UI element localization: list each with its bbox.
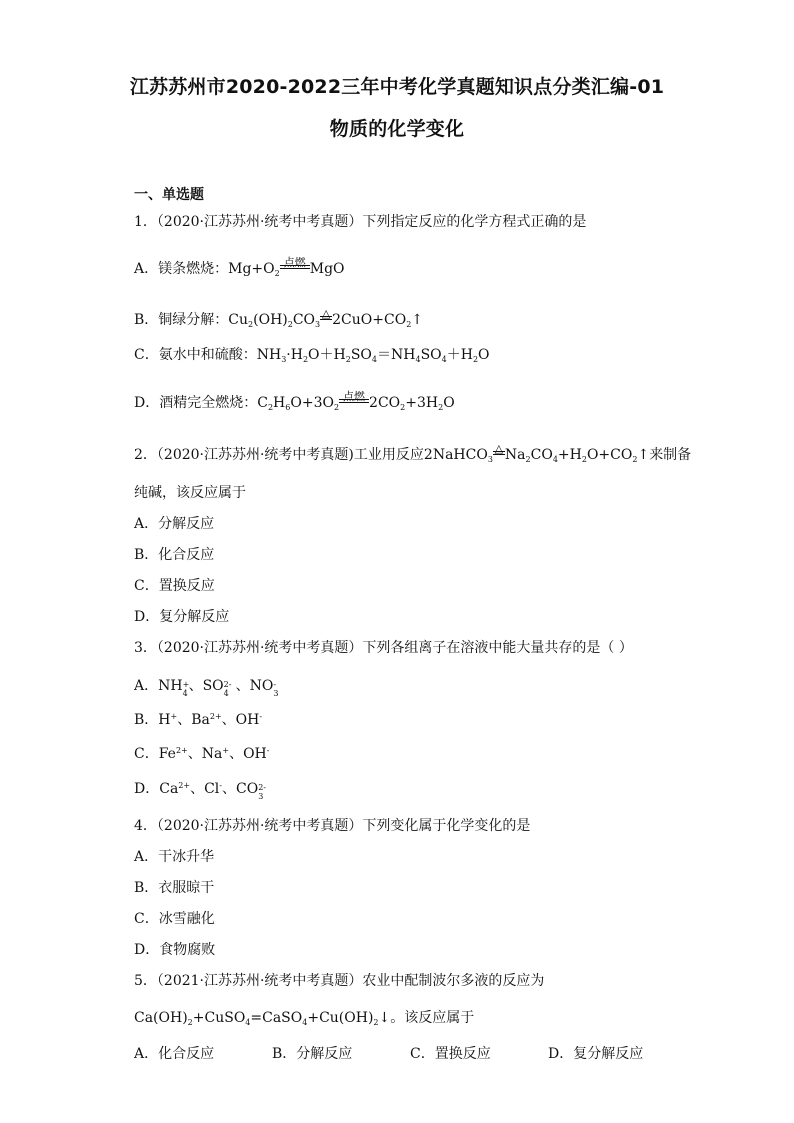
formula-part: SO bbox=[350, 347, 372, 363]
q2-stem bbox=[134, 442, 692, 464]
ion: Ba bbox=[191, 712, 210, 728]
formula-part: +Cu(OH) bbox=[307, 1010, 374, 1026]
ion: NO bbox=[249, 678, 274, 694]
condition-text: 点燃 bbox=[283, 256, 306, 269]
ion: OH bbox=[235, 712, 260, 728]
subscript: 2 bbox=[406, 320, 412, 329]
subscript: 3 bbox=[258, 792, 264, 801]
subscript: 2 bbox=[438, 403, 444, 412]
subscript: 2 bbox=[373, 1018, 379, 1027]
condition-text: △ bbox=[494, 442, 504, 455]
stem-text: ↓。该反应属于 bbox=[378, 1010, 475, 1026]
formula-part: 2NaHCO bbox=[423, 447, 488, 463]
formula-part: ＋H bbox=[446, 347, 473, 363]
reaction-condition-equals bbox=[320, 307, 332, 324]
subscript: 2 bbox=[581, 455, 587, 464]
option-label: B． bbox=[134, 712, 159, 728]
ion: NH bbox=[158, 678, 183, 694]
subscript: 3 bbox=[315, 320, 321, 329]
formula-part: O＋H bbox=[308, 347, 346, 363]
subscript: 2 bbox=[187, 1018, 193, 1027]
ion: Na bbox=[201, 746, 223, 762]
formula-part: O+CO bbox=[586, 447, 633, 463]
double-line bbox=[493, 451, 505, 455]
formula-part: O bbox=[478, 347, 490, 363]
subscript: 2 bbox=[287, 320, 293, 329]
q1-option-a bbox=[134, 256, 345, 278]
subscript: 3 bbox=[487, 455, 493, 464]
q2-option-d: D．复分解反应 bbox=[134, 609, 230, 625]
sub-sup bbox=[182, 680, 190, 698]
ion: SO bbox=[202, 678, 224, 694]
formula-part: =CaSO bbox=[250, 1010, 303, 1026]
formula-part: C bbox=[257, 395, 268, 411]
formula-part: ·H bbox=[286, 347, 303, 363]
q4-option-b: B．衣服晾干 bbox=[134, 880, 215, 896]
q1-option-d bbox=[134, 390, 455, 412]
gas-arrow: ↑ bbox=[411, 312, 424, 328]
sub-sup bbox=[258, 783, 270, 801]
charge: + bbox=[182, 680, 190, 689]
charge: 2+ bbox=[209, 712, 222, 721]
charge: 2+ bbox=[175, 746, 188, 755]
subscript: 4 bbox=[415, 355, 421, 364]
formula-part: (OH) bbox=[253, 312, 288, 328]
formula-part: O bbox=[443, 395, 455, 411]
subscript: 2 bbox=[400, 403, 406, 412]
option-label: B．铜绿分解： bbox=[134, 312, 229, 328]
q1-option-b bbox=[134, 307, 424, 329]
formula-part: O+3O bbox=[290, 395, 334, 411]
formula-part: 2CO bbox=[369, 395, 401, 411]
formula-part: Mg+O bbox=[228, 261, 275, 277]
charge: + bbox=[170, 712, 178, 721]
option-label: C．氨水中和硫酸： bbox=[134, 347, 257, 363]
separator: 、 bbox=[188, 678, 203, 694]
separator: 、 bbox=[235, 678, 250, 694]
q5-option-c: C．置换反应 bbox=[410, 1046, 491, 1062]
q5-option-a: A．化合反应 bbox=[134, 1046, 215, 1062]
separator: 、 bbox=[177, 712, 192, 728]
q5-option-d: D．复分解反应 bbox=[548, 1046, 644, 1062]
double-line bbox=[339, 399, 369, 403]
subscript: 6 bbox=[285, 403, 291, 412]
charge: 2- bbox=[223, 680, 232, 689]
q3-stem: 3．（2020·江苏苏州·统考中考真题）下列各组离子在溶液中能大量共存的是（ ） bbox=[134, 640, 633, 656]
formula-part: H bbox=[273, 395, 286, 411]
subscript: 4 bbox=[245, 1018, 251, 1027]
double-line bbox=[320, 316, 332, 320]
q4-option-a: A．干冰升华 bbox=[134, 849, 215, 865]
gas-arrow: ↑ bbox=[637, 447, 650, 463]
formula-part: CO bbox=[530, 447, 553, 463]
formula-part: Na bbox=[504, 447, 526, 463]
formula-part: SO bbox=[420, 347, 442, 363]
q2-stem-continued: 纯碱，该反应属于 bbox=[134, 485, 246, 501]
formula-part: +3H bbox=[405, 395, 439, 411]
section-heading: 一、单选题 bbox=[134, 187, 204, 203]
formula-part: Cu bbox=[228, 312, 249, 328]
subscript: 2 bbox=[333, 403, 340, 412]
separator: 、 bbox=[190, 781, 205, 797]
doc-title-line1: 江苏苏州市2020-2022三年中考化学真题知识点分类汇编-01 bbox=[129, 76, 665, 98]
subscript: 4 bbox=[441, 355, 447, 364]
reaction-condition-equals bbox=[280, 256, 310, 273]
q2-option-b: B．化合反应 bbox=[134, 547, 215, 563]
option-label: A． bbox=[134, 678, 159, 694]
formula-part: ＝NH bbox=[377, 347, 416, 363]
doc-title-line2: 物质的化学变化 bbox=[329, 118, 465, 140]
subscript: 2 bbox=[345, 355, 351, 364]
q2-option-a: A．分解反应 bbox=[134, 516, 215, 532]
subscript: 2 bbox=[632, 455, 638, 464]
subscript: 3 bbox=[273, 689, 279, 698]
option-label: D．酒精完全燃烧： bbox=[134, 395, 258, 411]
subscript: 2 bbox=[267, 403, 274, 412]
q5-equation bbox=[134, 1009, 474, 1027]
q1-option-c bbox=[134, 346, 490, 364]
charge: - bbox=[259, 712, 263, 721]
q3-option-b bbox=[134, 711, 262, 729]
charge: 2+ bbox=[178, 781, 191, 790]
charge: 2- bbox=[258, 783, 266, 792]
subscript: 4 bbox=[371, 355, 377, 364]
formula-part: CO bbox=[292, 312, 316, 328]
formula-part: Ca(OH) bbox=[134, 1010, 188, 1026]
formula-part: 2CuO+CO bbox=[332, 312, 407, 328]
ion: Fe bbox=[158, 746, 176, 762]
subscript: 3 bbox=[281, 355, 287, 364]
charge: - bbox=[219, 781, 222, 790]
subscript: 2 bbox=[248, 320, 254, 329]
formula-part: NH bbox=[256, 347, 282, 363]
option-label: D． bbox=[134, 781, 160, 797]
stem-text: 来制备 bbox=[649, 447, 692, 463]
ion: Ca bbox=[159, 781, 179, 797]
q4-option-d: D．食物腐败 bbox=[134, 942, 216, 958]
separator: 、 bbox=[229, 746, 244, 762]
ion: H bbox=[158, 712, 171, 728]
separator: 、 bbox=[222, 781, 236, 797]
double-line bbox=[280, 265, 310, 269]
formula-part: +CuSO bbox=[192, 1010, 246, 1026]
condition-text: 点燃 bbox=[343, 390, 366, 403]
ion: OH bbox=[243, 746, 267, 762]
q3-option-a bbox=[134, 677, 279, 698]
subscript: 4 bbox=[223, 689, 229, 698]
sub-sup bbox=[223, 680, 236, 698]
option-label: C． bbox=[134, 746, 159, 762]
stem-text: 2．（2020·江苏苏州·统考中考真题)工业用反应 bbox=[134, 447, 424, 463]
separator: 、 bbox=[187, 746, 202, 762]
ion: CO bbox=[236, 781, 259, 797]
ion: Cl bbox=[204, 781, 220, 797]
q5-stem: 5．（2021·江苏苏州·统考中考真题）农业中配制波尔多液的反应为 bbox=[134, 973, 545, 989]
option-label: A．镁条燃烧： bbox=[134, 261, 229, 277]
formula-part: MgO bbox=[309, 261, 345, 277]
subscript: 4 bbox=[302, 1018, 308, 1027]
subscript: 2 bbox=[472, 355, 479, 364]
subscript: 2 bbox=[274, 269, 280, 278]
charge: - bbox=[266, 746, 270, 755]
q3-option-d bbox=[134, 780, 270, 801]
q2-option-c: C．置换反应 bbox=[134, 578, 215, 594]
subscript: 2 bbox=[302, 355, 309, 364]
reaction-condition-equals bbox=[339, 390, 369, 407]
sub-sup bbox=[273, 680, 279, 698]
charge: - bbox=[273, 680, 277, 689]
subscript: 4 bbox=[552, 455, 558, 464]
charge: + bbox=[222, 746, 230, 755]
subscript: 4 bbox=[182, 689, 188, 698]
q4-option-c: C．冰雪融化 bbox=[134, 911, 215, 927]
reaction-condition-equals bbox=[493, 442, 505, 459]
condition-text: △ bbox=[321, 307, 331, 320]
formula-part: +H bbox=[557, 447, 582, 463]
q5-option-b: B．分解反应 bbox=[272, 1046, 353, 1062]
separator: 、 bbox=[221, 712, 236, 728]
q1-stem: 1．（2020·江苏苏州·统考中考真题）下列指定反应的化学方程式正确的是 bbox=[134, 214, 587, 230]
q4-stem: 4．（2020·江苏苏州·统考中考真题）下列变化属于化学变化的是 bbox=[134, 818, 531, 834]
q3-option-c bbox=[134, 745, 269, 763]
subscript: 2 bbox=[525, 455, 531, 464]
